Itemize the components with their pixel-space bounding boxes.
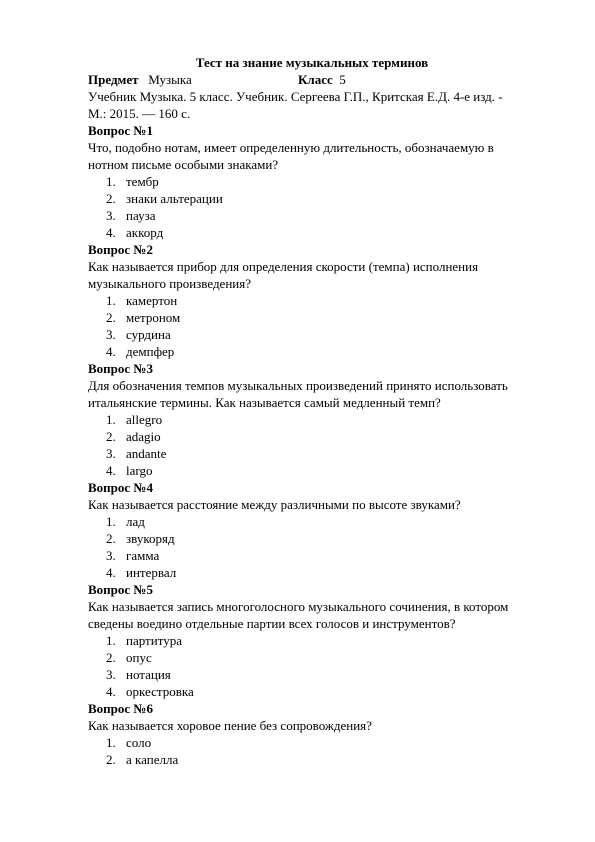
question-text: Как называется хоровое пение без сопровождения? [88,718,372,733]
option-label: метроном [126,310,181,325]
answer-option [88,462,518,479]
question-title: Вопрос №5 [88,582,153,597]
option-label: лад [126,514,145,529]
option-label: а капелла [126,752,179,767]
option-label: largo [126,463,153,478]
option-label: adagio [126,429,161,444]
class-label: Класс [298,72,333,87]
option-number: 1. [106,735,116,750]
option-number: 3. [106,208,116,223]
option-number: 2. [106,531,116,546]
question-title: Вопрос №2 [88,242,153,257]
class-value: 5 [339,72,346,87]
question-text: Для обозначения темпов музыкальных произведений принято использовать итальянские термины. Как называется самый медленный темп? [88,378,508,410]
textbook-reference: Учебник Музыка. 5 класс. Учебник. Сергеева Г.П., Критская Е.Д. 4-е изд. - М.: 2015. — 160 с. [88,89,503,121]
answer-option [88,547,518,564]
answer-option [88,411,518,428]
option-label: гамма [126,548,160,563]
answer-option [88,173,518,190]
question-title: Вопрос №4 [88,480,153,495]
answer-option [88,666,518,683]
option-label: пауза [126,208,156,223]
option-number: 2. [106,429,116,444]
option-number: 1. [106,633,116,648]
question-text: Как называется запись многоголосного музыкального сочинения, в котором сведены воедино отдельные партии всех голосов и инструментов? [88,599,509,631]
document-page [88,54,518,768]
option-number: 3. [106,327,116,342]
option-number: 4. [106,565,116,580]
option-label: интервал [126,565,177,580]
meta-row [88,71,518,88]
option-number: 3. [106,667,116,682]
question-block [88,241,518,360]
question-block [88,700,518,768]
question-title: Вопрос №1 [88,123,153,138]
answer-options [88,292,518,360]
option-label: знаки альтерации [126,191,223,206]
document-title: Тест на знание музыкальных терминов [195,55,429,70]
answer-option [88,649,518,666]
answer-option [88,513,518,530]
question-block [88,479,518,581]
answer-option [88,207,518,224]
answer-option [88,632,518,649]
option-label: партитура [126,633,182,648]
answer-option [88,683,518,700]
option-label: сурдина [126,327,171,342]
subject-field [88,71,298,88]
answer-options [88,734,518,768]
option-label: оркестровка [126,684,194,699]
option-number: 2. [106,650,116,665]
question-text: Как называется прибор для определения скорости (темпа) исполнения музыкального произведения? [88,259,479,291]
answer-option [88,224,518,241]
answer-option [88,326,518,343]
option-number: 1. [106,514,116,529]
option-number: 2. [106,752,116,767]
answer-option [88,564,518,581]
answer-options [88,411,518,479]
subject-value: Музыка [148,72,192,87]
question-title: Вопрос №3 [88,361,153,376]
question-title: Вопрос №6 [88,701,153,716]
option-label: аккорд [126,225,164,240]
option-number: 4. [106,463,116,478]
question-text: Что, подобно нотам, имеет определенную длительность, обозначаемую в нотном письме особыми знаками? [88,140,494,172]
answer-option [88,343,518,360]
answer-options [88,173,518,241]
question-text: Как называется расстояние между различными по высоте звуками? [88,497,461,512]
questions-list [88,122,518,768]
option-label: andante [126,446,167,461]
question-block [88,122,518,241]
option-number: 3. [106,446,116,461]
option-label: allegro [126,412,163,427]
answer-option [88,734,518,751]
option-label: опус [126,650,152,665]
class-field [298,71,346,88]
answer-option [88,751,518,768]
option-number: 1. [106,174,116,189]
option-number: 4. [106,225,116,240]
answer-option [88,530,518,547]
option-label: камертон [126,293,178,308]
option-label: звукоряд [126,531,175,546]
question-block [88,360,518,479]
option-number: 4. [106,684,116,699]
option-number: 3. [106,548,116,563]
answer-options [88,513,518,581]
answer-option [88,445,518,462]
answer-option [88,309,518,326]
option-number: 2. [106,191,116,206]
option-number: 1. [106,293,116,308]
question-block [88,581,518,700]
option-number: 2. [106,310,116,325]
subject-label: Предмет [88,72,139,87]
answer-option [88,190,518,207]
option-label: соло [126,735,152,750]
answer-option [88,428,518,445]
option-number: 4. [106,344,116,359]
option-label: нотация [126,667,171,682]
option-label: тембр [126,174,159,189]
option-number: 1. [106,412,116,427]
answer-option [88,292,518,309]
answer-options [88,632,518,700]
option-label: демпфер [126,344,175,359]
